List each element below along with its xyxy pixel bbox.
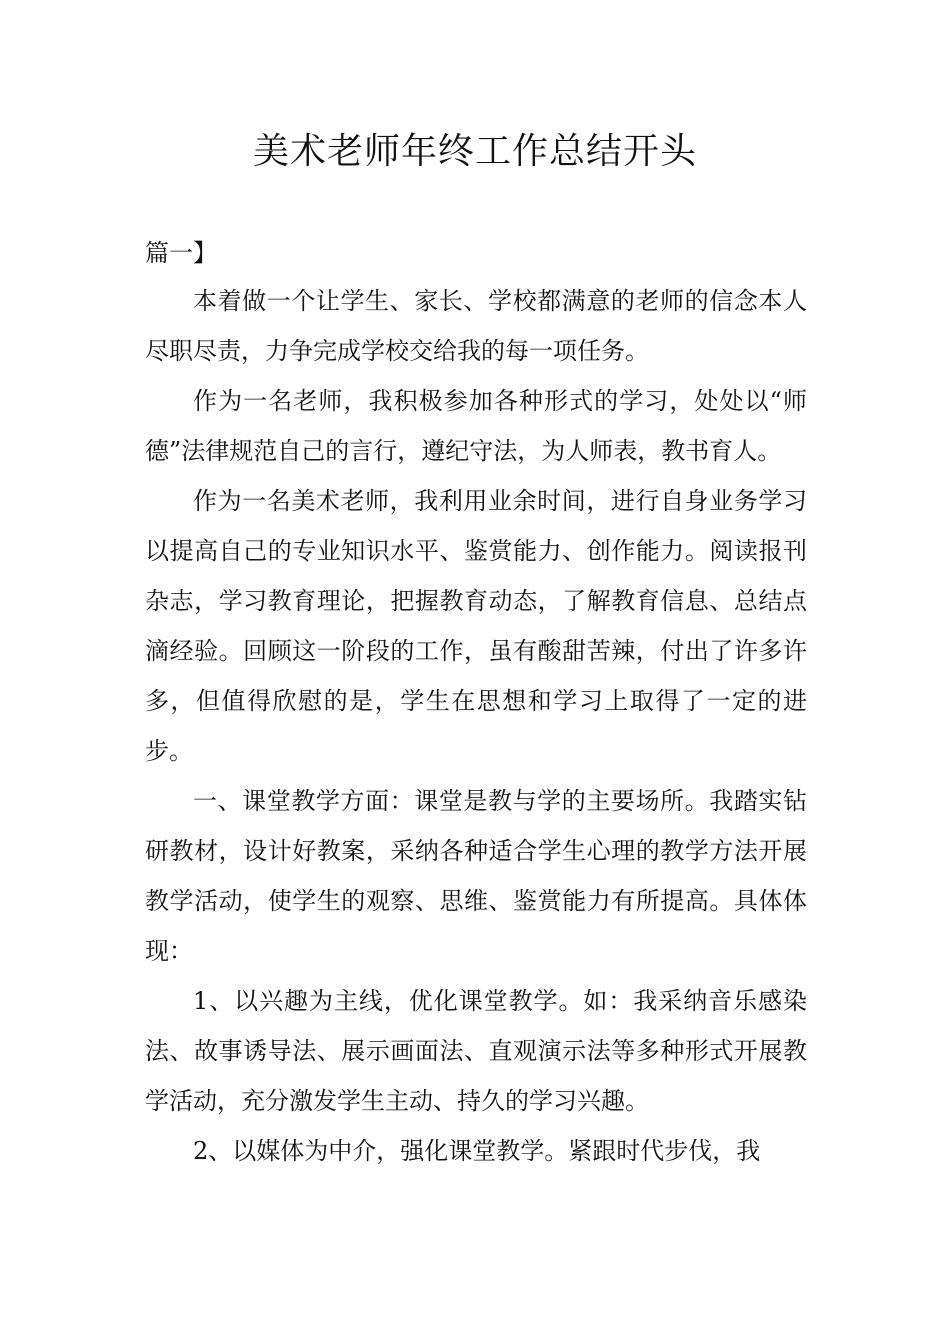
document-title: 美术老师年终工作总结开头 (252, 131, 697, 172)
document-body (145, 276, 807, 1176)
paragraph: 一、课堂教学方面：课堂是教与学的主要场所。我踏实钻研教材，设计好教案，采纳各种适合学生心理的教学方法开展教学活动，使学生的观察、思维、鉴赏能力有所提高。具体体现： (145, 787, 807, 965)
paragraph: 1、以兴趣为主线，优化课堂教学。如：我采纳音乐感染法、故事诱导法、展示画面法、直观演示法等多种形式开展教学活动，充分激发学生主动、持久的学习兴趣。 (145, 987, 807, 1115)
paragraph: 作为一名美术老师，我利用业余时间，进行自身业务学习以提高自己的专业知识水平、鉴赏能力、创作能力。阅读报刊杂志，学习教育理论，把握教育动态，了解教育信息、总结点滴经验。回顾这一阶段的工作，虽有酸甜苦辣，付出了许多许多，但值得欣慰的是，学生在思想和学习上取得了一定的进步。 (145, 487, 807, 765)
paragraph: 本着做一个让学生、家长、学校都满意的老师的信念本人尽职尽责，力争完成学校交给我的每一项任务。 (145, 287, 807, 365)
paragraph: 2、以媒体为中介，强化课堂教学。紧跟时代步伐，我 (193, 1137, 761, 1165)
paragraph: 作为一名老师，我积极参加各种形式的学习，处处以“师德”法律规范自己的言行，遵纪守法，为人师表，教书育人。 (145, 387, 807, 465)
section-label: 篇一】 (145, 239, 217, 267)
